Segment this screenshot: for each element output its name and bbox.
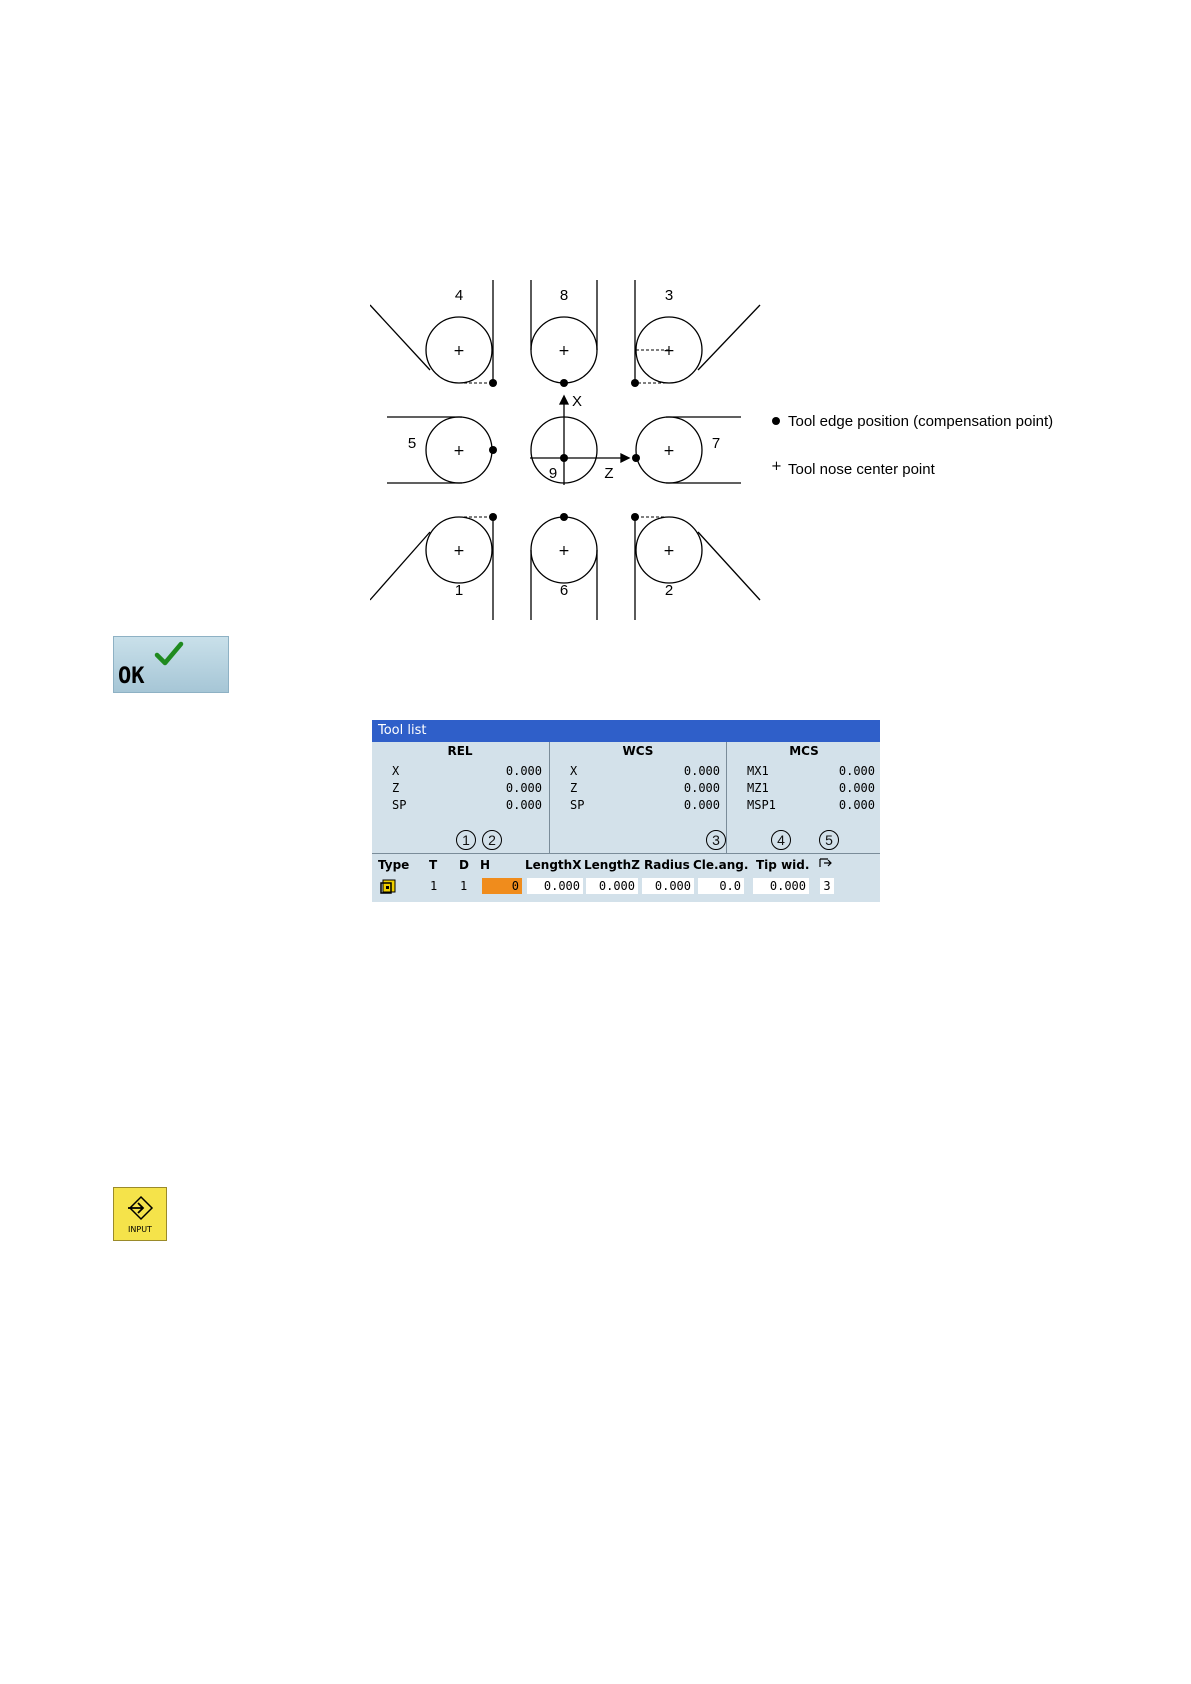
wcs-column	[549, 742, 726, 854]
cell-d: 1	[460, 879, 468, 893]
col-d: D	[459, 858, 469, 872]
checkmark-icon	[154, 641, 184, 667]
wcs-row: Z 0.000	[570, 781, 720, 795]
edge-dot-icon	[772, 417, 780, 425]
mcs-column	[726, 742, 880, 854]
col-radius: Radius	[644, 858, 690, 872]
svg-text:+: +	[558, 343, 570, 359]
h-number-field[interactable]: 0	[482, 878, 522, 894]
svg-text:+: +	[453, 343, 465, 359]
wcs-row: SP 0.000	[570, 798, 720, 812]
mcs-row: MX1 0.000	[747, 764, 875, 778]
cell-t: 1	[430, 879, 438, 893]
col-h: H	[480, 858, 491, 872]
length-z-field[interactable]: 0.000	[586, 878, 638, 894]
panel-divider	[372, 853, 880, 854]
legend-center-symbol: +	[771, 459, 782, 474]
length-x-field[interactable]: 0.000	[527, 878, 583, 894]
callout-2: 2	[482, 830, 502, 850]
legend-center-text: Tool nose center point	[788, 461, 935, 478]
cle-ang-field[interactable]: 0.0	[698, 878, 744, 894]
callout-1: 1	[456, 830, 476, 850]
pos-label-8: 8	[559, 287, 569, 304]
pos-label-1: 1	[454, 582, 464, 599]
callout-5: 5	[819, 830, 839, 850]
svg-text:+: +	[663, 443, 675, 459]
pos-label-2: 2	[664, 582, 674, 599]
ok-button[interactable]	[113, 636, 229, 693]
rel-row: Z 0.000	[392, 781, 542, 795]
mcs-header: MCS	[789, 744, 819, 758]
input-key-label: INPUT	[128, 1225, 152, 1234]
pos-label-6: 6	[559, 582, 569, 599]
pos-label-9: 9	[548, 465, 558, 482]
rel-row: SP 0.000	[392, 798, 542, 812]
input-key[interactable]	[113, 1187, 167, 1241]
position-display	[372, 742, 880, 854]
col-tip-wid: Tip wid.	[756, 858, 810, 872]
callout-3: 3	[706, 830, 726, 850]
col-cle-ang: Cle.ang.	[693, 858, 749, 872]
axis-label-z: Z	[604, 465, 614, 482]
tip-wid-field[interactable]: 0.000	[753, 878, 809, 894]
tool-edge-position-icon	[819, 857, 833, 869]
pos-label-7: 7	[711, 435, 721, 452]
diagram-svg	[370, 270, 1100, 620]
turning-tool-icon[interactable]	[380, 879, 396, 894]
pos-label-5: 5	[407, 435, 417, 452]
pos-label-3: 3	[664, 287, 674, 304]
legend-edge-text: Tool edge position (compensation point)	[788, 413, 1054, 430]
pos-label-4: 4	[454, 287, 464, 304]
col-t: T	[429, 858, 438, 872]
svg-text:+: +	[453, 443, 465, 459]
edge-pos-field[interactable]: 3	[820, 878, 834, 894]
wcs-header: WCS	[622, 744, 654, 758]
svg-text:+: +	[558, 543, 570, 559]
tool-list-panel	[372, 720, 880, 902]
col-length-z: LengthZ	[584, 858, 640, 872]
wcs-row: X 0.000	[570, 764, 720, 778]
rel-row: X 0.000	[392, 764, 542, 778]
rel-header: REL	[447, 744, 473, 758]
axis-label-x: X	[571, 393, 583, 410]
panel-title: Tool list	[372, 720, 880, 742]
svg-text:+: +	[453, 543, 465, 559]
mcs-row: MSP1 0.000	[747, 798, 875, 812]
col-type: Type	[378, 858, 410, 872]
col-length-x: LengthX	[525, 858, 582, 872]
tool-edge-position-diagram	[370, 270, 1100, 620]
ok-label: OK	[118, 664, 145, 689]
svg-text:+: +	[663, 343, 675, 359]
callout-4: 4	[771, 830, 791, 850]
mcs-row: MZ1 0.000	[747, 781, 875, 795]
radius-field[interactable]: 0.000	[642, 878, 694, 894]
input-arrow-icon	[126, 1194, 156, 1222]
svg-text:+: +	[663, 543, 675, 559]
